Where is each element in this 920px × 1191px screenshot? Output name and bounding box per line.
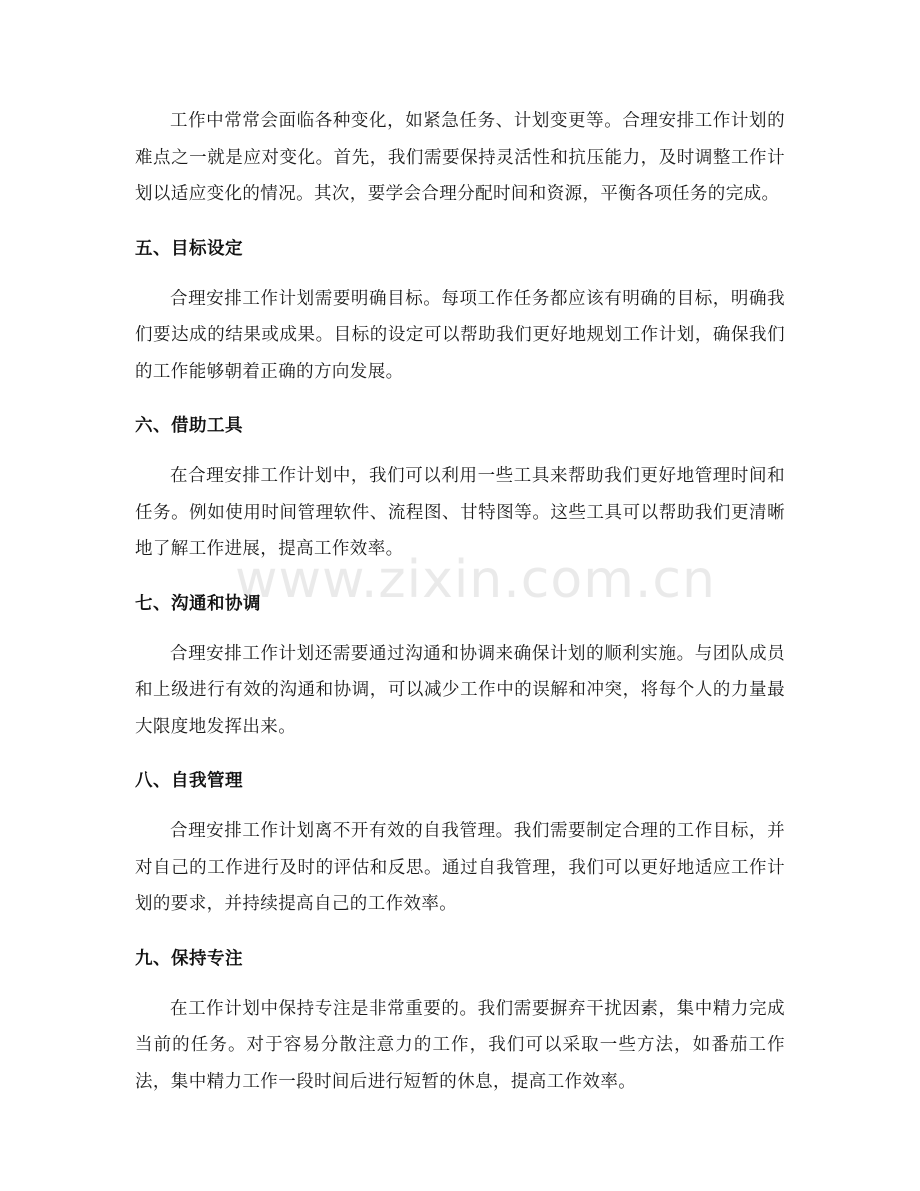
section-paragraph-self-management: 合理安排工作计划离不开有效的自我管理。我们需要制定合理的工作目标，并对自己的工作进行及时的评估和反思。通过自我管理，我们可以更好地适应工作计划的要求，并持续提高自己的工作效率。 [135,821,785,914]
section-heading-use-tools: 六、借助工具 [135,416,243,436]
section-heading-communication: 七、沟通和协调 [135,593,261,614]
watermark-text: www.zixin.com.cn [235,550,716,610]
section-heading-goal-setting: 五、目标设定 [135,238,243,259]
section-paragraph-stay-focused: 在工作计划中保持专注是非常重要的。我们需要摒弃干扰因素，集中精力完成当前的任务。对于容易分散注意力的工作，我们可以采取一些方法，如番茄工作法，集中精力工作一段时间后进行短暂的休息，提高工作效率。 [135,998,785,1092]
section-paragraph-goal-setting: 合理安排工作计划需要明确目标。每项工作任务都应该有明确的目标，明确我们要达成的结果或成果。目标的设定可以帮助我们更好地规划工作计划，确保我们的工作能够朝着正确的方向发展。 [135,288,785,382]
intro-paragraph: 工作中常常会面临各种变化，如紧急任务、计划变更等。合理安排工作计划的难点之一就是应对变化。首先，我们需要保持灵活性和抗压能力，及时调整工作计划以适应变化的情况。其次，要学会合理分配时间和资源，平衡各项任务的完成。 [135,111,785,204]
section-heading-stay-focused: 九、保持专注 [135,948,243,969]
document-body [135,103,785,1100]
section-heading-self-management: 八、自我管理 [135,771,243,791]
section-paragraph-use-tools: 在合理安排工作计划中，我们可以利用一些工具来帮助我们更好地管理时间和任务。例如使用时间管理软件、流程图、甘特图等。这些工具可以帮助我们更清晰地了解工作进展，提高工作效率。 [135,466,785,559]
section-paragraph-communication: 合理安排工作计划还需要通过沟通和协调来确保计划的顺利实施。与团队成员和上级进行有效的沟通和协调，可以减少工作中的误解和冲突，将每个人的力量最大限度地发挥出来。 [135,643,785,737]
